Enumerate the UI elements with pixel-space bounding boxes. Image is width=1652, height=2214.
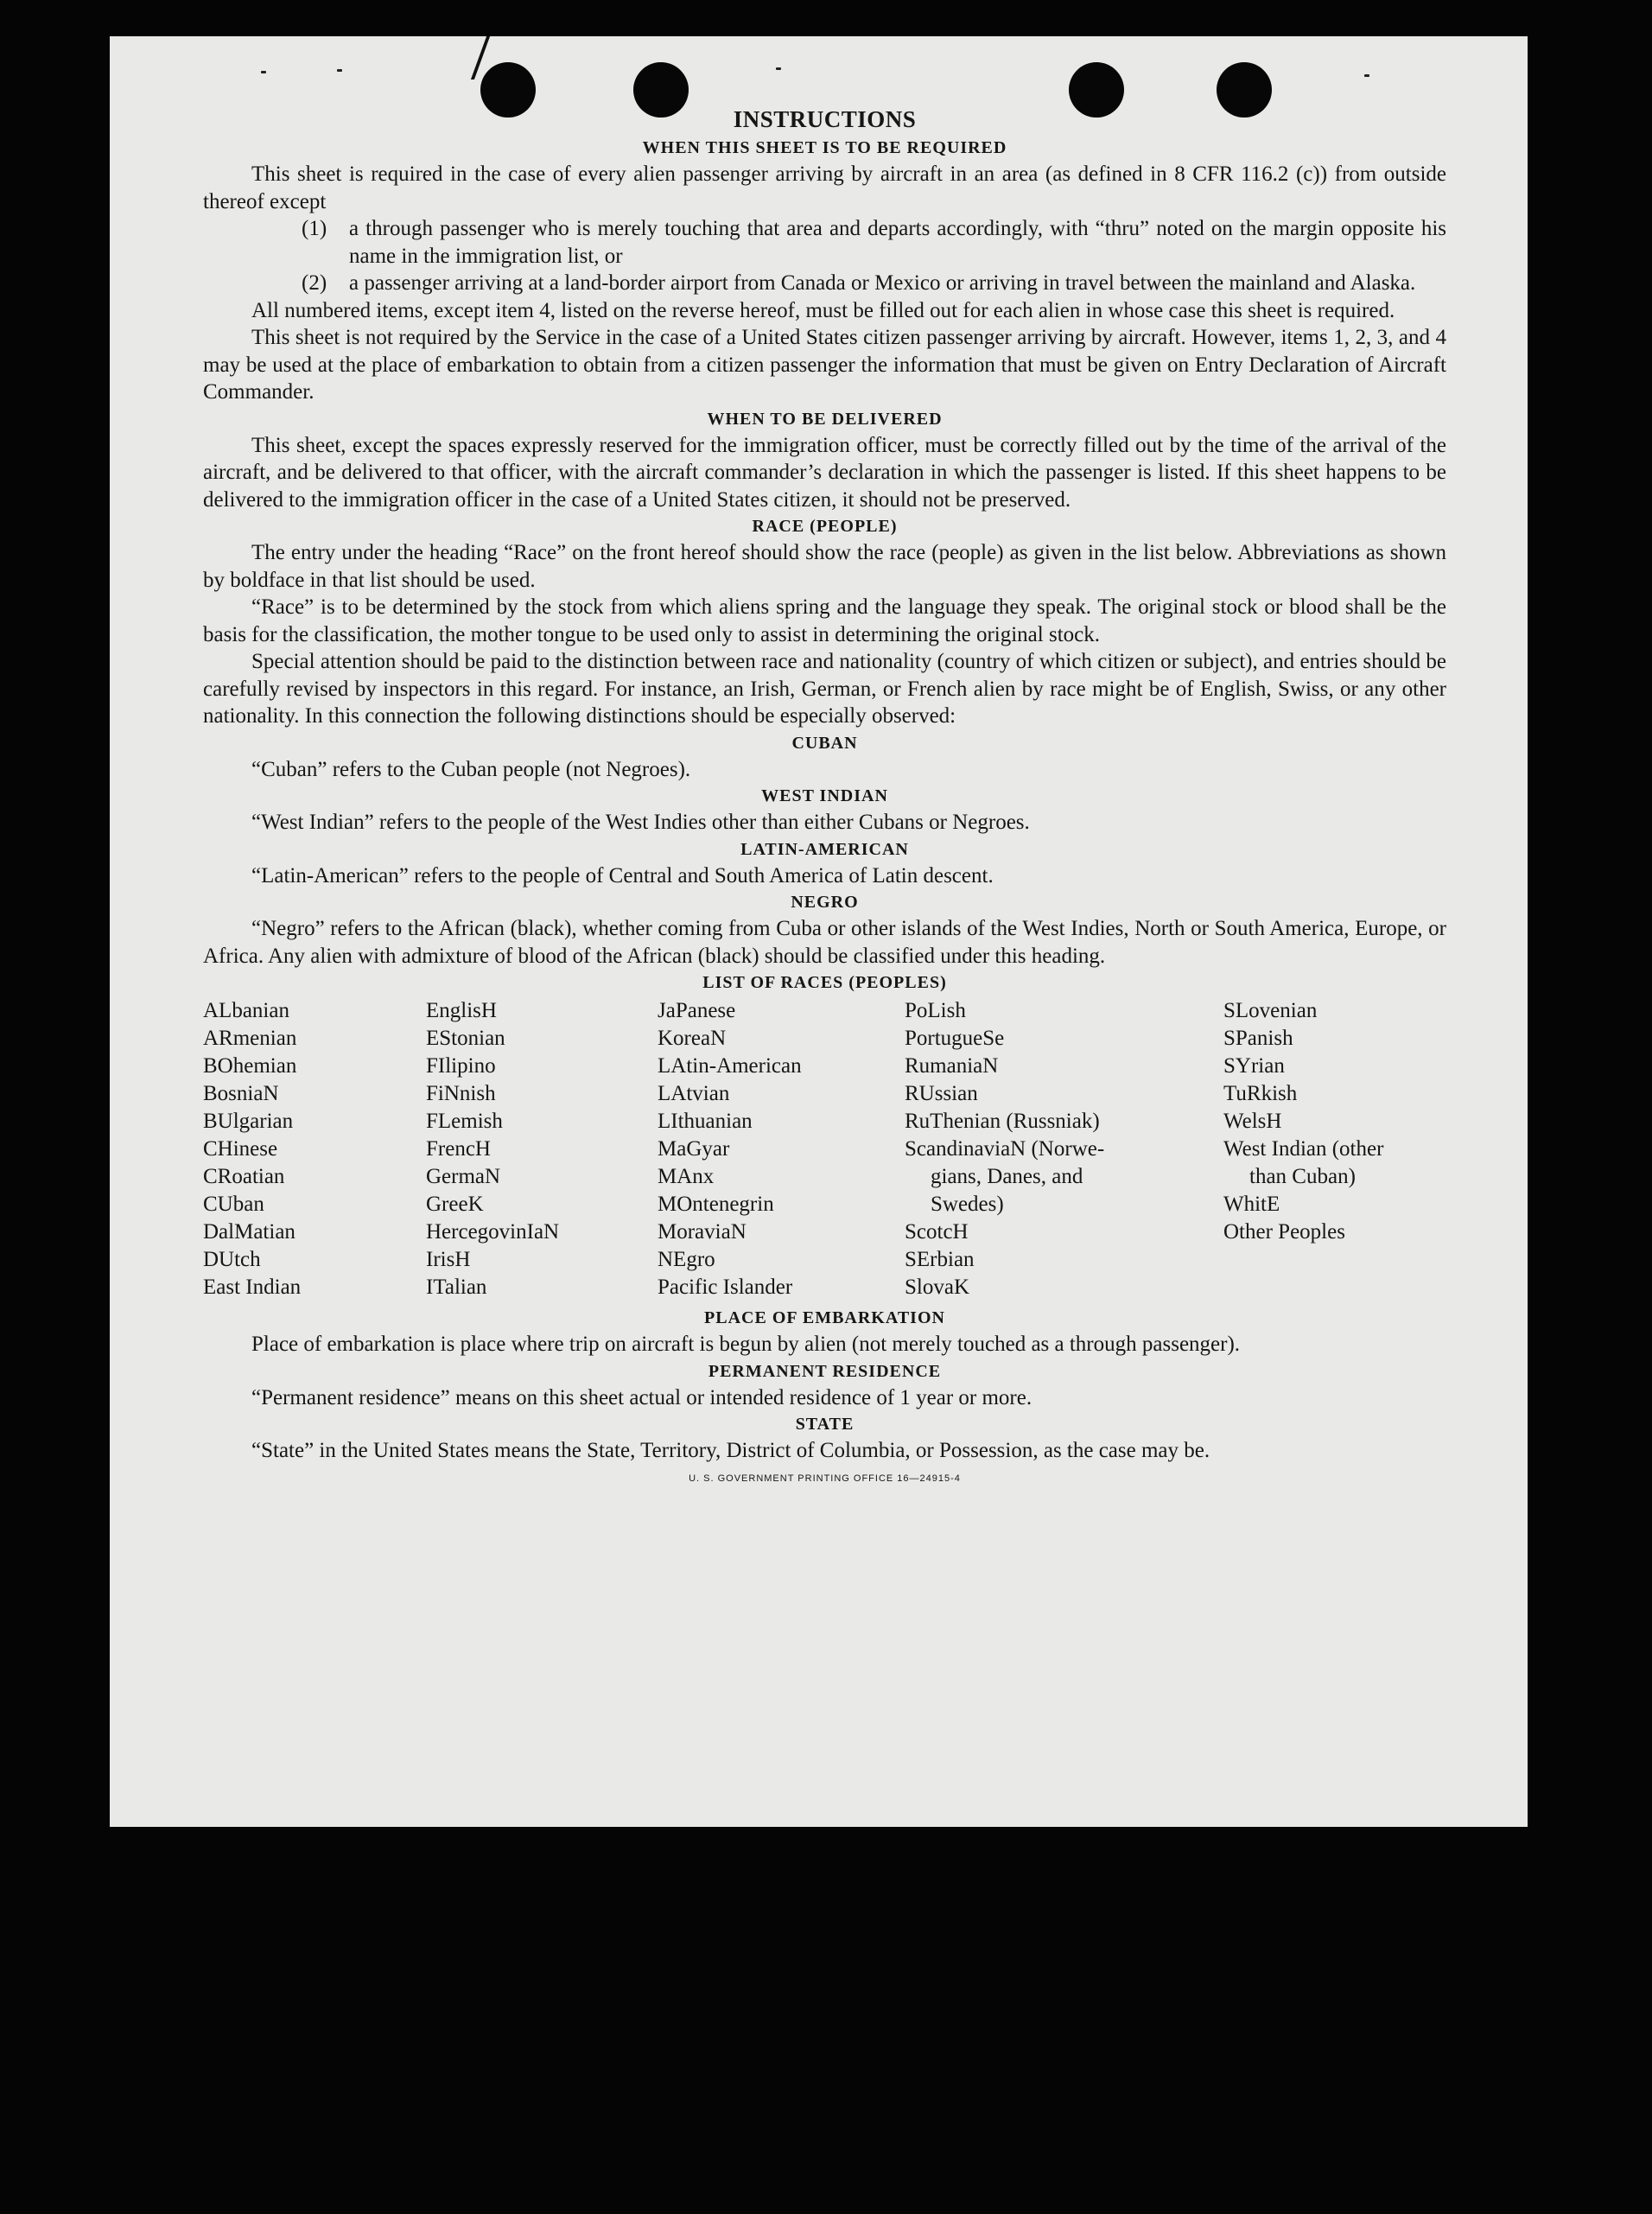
race-entry: ARmenian bbox=[203, 1027, 297, 1050]
paragraph: The entry under the heading “Race” on the front hereof should show the race (people) as given in the list below. Abbreviations as shown by boldface in that list should be used. bbox=[203, 541, 1446, 592]
document-sheet bbox=[110, 36, 1528, 1827]
race-entry: FIlipino bbox=[426, 1054, 496, 1078]
section-heading-cuban: CUBAN bbox=[791, 733, 858, 753]
race-entry: HercegovinIaN bbox=[426, 1220, 560, 1244]
speck bbox=[261, 71, 266, 73]
race-entry: IrisH bbox=[426, 1248, 471, 1271]
race-entry: JaPanese bbox=[658, 999, 736, 1022]
race-entry: DalMatian bbox=[203, 1220, 295, 1244]
race-entry: WhitE bbox=[1223, 1193, 1280, 1216]
race-entry: RUssian bbox=[905, 1082, 978, 1105]
race-entry: CUban bbox=[203, 1193, 264, 1216]
item-number: (2) bbox=[302, 271, 327, 295]
race-entry: CHinese bbox=[203, 1137, 278, 1161]
race-entry: MAnx bbox=[658, 1165, 715, 1188]
race-entry: ScandinaviaN (Norwe- bbox=[905, 1137, 1105, 1161]
paragraph: Special attention should be paid to the distinction between race and nationality (country of which citizen or subject), and entries should be carefully revised by inspectors in this regard. For instance, an Irish, German, or French alien by race might be of English, Swiss, or any other nationality. In this connection the following distinctions should be especially observed: bbox=[203, 650, 1446, 728]
race-entry: GreeK bbox=[426, 1193, 484, 1216]
race-entry: MOntenegrin bbox=[658, 1193, 774, 1216]
race-entry: ScotcH bbox=[905, 1220, 969, 1244]
race-entry: RumaniaN bbox=[905, 1054, 999, 1078]
race-entry: BOhemian bbox=[203, 1054, 297, 1078]
race-entry: WelsH bbox=[1223, 1110, 1282, 1133]
race-entry: SErbian bbox=[905, 1248, 975, 1271]
list-item bbox=[203, 270, 1446, 297]
races-column bbox=[905, 997, 1223, 1301]
race-entry: FiNnish bbox=[426, 1082, 496, 1105]
list-item bbox=[203, 215, 1446, 270]
races-column bbox=[203, 997, 426, 1301]
race-entry: GermaN bbox=[426, 1165, 501, 1188]
section-heading-race: RACE (PEOPLE) bbox=[752, 517, 898, 536]
section-heading-west-indian: WEST INDIAN bbox=[761, 786, 888, 805]
race-entry: PortugueSe bbox=[905, 1027, 1005, 1050]
punch-hole bbox=[1069, 62, 1124, 118]
paragraph: “Permanent residence” means on this sheet actual or intended residence of 1 year or more. bbox=[251, 1385, 1032, 1409]
speck bbox=[337, 69, 342, 72]
paragraph: This sheet is not required by the Service in the case of a United States citizen passenger arriving by aircraft. However, items 1, 2, 3, and 4 may be used at the place of embarkation to obtain from a citizen passenger the information that must be given on Entry Declaration of Aircraft Commander. bbox=[203, 326, 1446, 404]
races-column bbox=[426, 997, 658, 1301]
race-entry: Other Peoples bbox=[1223, 1220, 1345, 1244]
punch-hole bbox=[633, 62, 689, 118]
speck bbox=[776, 67, 781, 70]
paragraph: This sheet is required in the case of every alien passenger arriving by aircraft in an area (as defined in 8 CFR 116.2 (c)) from outside thereof except bbox=[203, 162, 1446, 213]
race-entry-continued: Swedes) bbox=[931, 1193, 1004, 1216]
race-entry: KoreaN bbox=[658, 1027, 727, 1050]
paragraph: “Negro” refers to the African (black), whether coming from Cuba or other islands of the West Indies, North or South America, Europe, or Africa. Any alien with admixture of blood of the African (black) should be classified under this heading. bbox=[203, 917, 1446, 968]
race-entry: BosniaN bbox=[203, 1082, 279, 1105]
races-list bbox=[203, 997, 1446, 1301]
punch-hole bbox=[1217, 62, 1272, 118]
race-entry: SPanish bbox=[1223, 1027, 1293, 1050]
document-title: INSTRUCTIONS bbox=[733, 106, 917, 132]
section-heading-delivered: WHEN TO BE DELIVERED bbox=[707, 409, 943, 429]
item-text: a through passenger who is merely touching that area and departs accordingly, with “thru” noted on the margin opposite his name in the immigration list, or bbox=[349, 217, 1446, 268]
paragraph: This sheet, except the spaces expressly reserved for the immigration officer, must be correctly filled out by the time of the arrival of the aircraft, and be delivered to that officer, with the aircraft commander’s declaration in which the passenger is listed. If this sheet happens to be delivered to the immigration officer in the case of a United States citizen, it should not be preserved. bbox=[203, 433, 1446, 512]
race-entry: East Indian bbox=[203, 1276, 302, 1299]
race-entry-continued: gians, Danes, and bbox=[931, 1165, 1083, 1188]
race-entry: DUtch bbox=[203, 1248, 261, 1271]
race-entry: CRoatian bbox=[203, 1165, 285, 1188]
race-entry: SLovenian bbox=[1223, 999, 1318, 1022]
paragraph: “Cuban” refers to the Cuban people (not Negroes). bbox=[251, 757, 691, 781]
race-entry: SYrian bbox=[1223, 1054, 1285, 1078]
race-entry: Pacific Islander bbox=[658, 1276, 793, 1299]
race-entry: MoraviaN bbox=[658, 1220, 747, 1244]
race-entry: LAtin-American bbox=[658, 1054, 802, 1078]
speck bbox=[1364, 74, 1369, 77]
paragraph: “Latin-American” refers to the people of Central and South America of Latin descent. bbox=[251, 863, 994, 888]
race-entry: FrencH bbox=[426, 1137, 491, 1161]
race-entry: ITalian bbox=[426, 1276, 487, 1299]
race-entry: PoLish bbox=[905, 999, 966, 1022]
item-number: (1) bbox=[302, 217, 327, 240]
race-entry: NEgro bbox=[658, 1248, 715, 1271]
paragraph: “State” in the United States means the State, Territory, District of Columbia, or Possession, as the case may be. bbox=[251, 1439, 1210, 1462]
race-entry: MaGyar bbox=[658, 1137, 730, 1161]
race-entry: TuRkish bbox=[1223, 1082, 1298, 1105]
section-heading-embarkation: PLACE OF EMBARKATION bbox=[704, 1308, 945, 1327]
section-heading-negro: NEGRO bbox=[791, 893, 859, 912]
race-entry: EStonian bbox=[426, 1027, 505, 1050]
section-heading-latin-american: LATIN-AMERICAN bbox=[740, 839, 909, 859]
race-entry-continued: than Cuban) bbox=[1249, 1165, 1356, 1188]
paragraph: “Race” is to be determined by the stock from which aliens spring and the language they speak. The original stock or blood shall be the basis for the classification, the mother tongue to be used only to assist in determining the original stock. bbox=[203, 595, 1446, 646]
section-heading-state: STATE bbox=[795, 1415, 855, 1434]
printer-imprint: U. S. GOVERNMENT PRINTING OFFICE 16—24915-4 bbox=[689, 1473, 961, 1484]
race-entry: RuThenian (Russniak) bbox=[905, 1110, 1100, 1133]
races-list-heading: LIST OF RACES (PEOPLES) bbox=[702, 973, 947, 992]
race-entry: ALbanian bbox=[203, 999, 289, 1022]
race-entry: FLemish bbox=[426, 1110, 503, 1133]
paragraph: All numbered items, except item 4, listed on the reverse hereof, must be filled out for each alien in whose case this sheet is required. bbox=[251, 298, 1395, 322]
paragraph: Place of embarkation is place where trip on aircraft is begun by alien (not merely touched as a through passenger). bbox=[251, 1333, 1241, 1356]
item-text: a passenger arriving at a land-border airport from Canada or Mexico or arriving in travel between the mainland and Alaska. bbox=[349, 271, 1416, 295]
race-entry: LAtvian bbox=[658, 1082, 730, 1105]
races-column bbox=[1223, 997, 1431, 1301]
race-entry: SlovaK bbox=[905, 1276, 969, 1299]
paragraph: “West Indian” refers to the people of the West Indies other than either Cubans or Negroes. bbox=[251, 811, 1030, 834]
race-entry: LIthuanian bbox=[658, 1110, 753, 1133]
races-column bbox=[658, 997, 905, 1301]
race-entry: West Indian (other bbox=[1223, 1137, 1384, 1161]
section-heading-residence: PERMANENT RESIDENCE bbox=[708, 1361, 942, 1381]
race-entry: EnglisH bbox=[426, 999, 497, 1022]
section-heading-required: WHEN THIS SHEET IS TO BE REQUIRED bbox=[642, 138, 1007, 157]
race-entry: BUlgarian bbox=[203, 1110, 294, 1133]
